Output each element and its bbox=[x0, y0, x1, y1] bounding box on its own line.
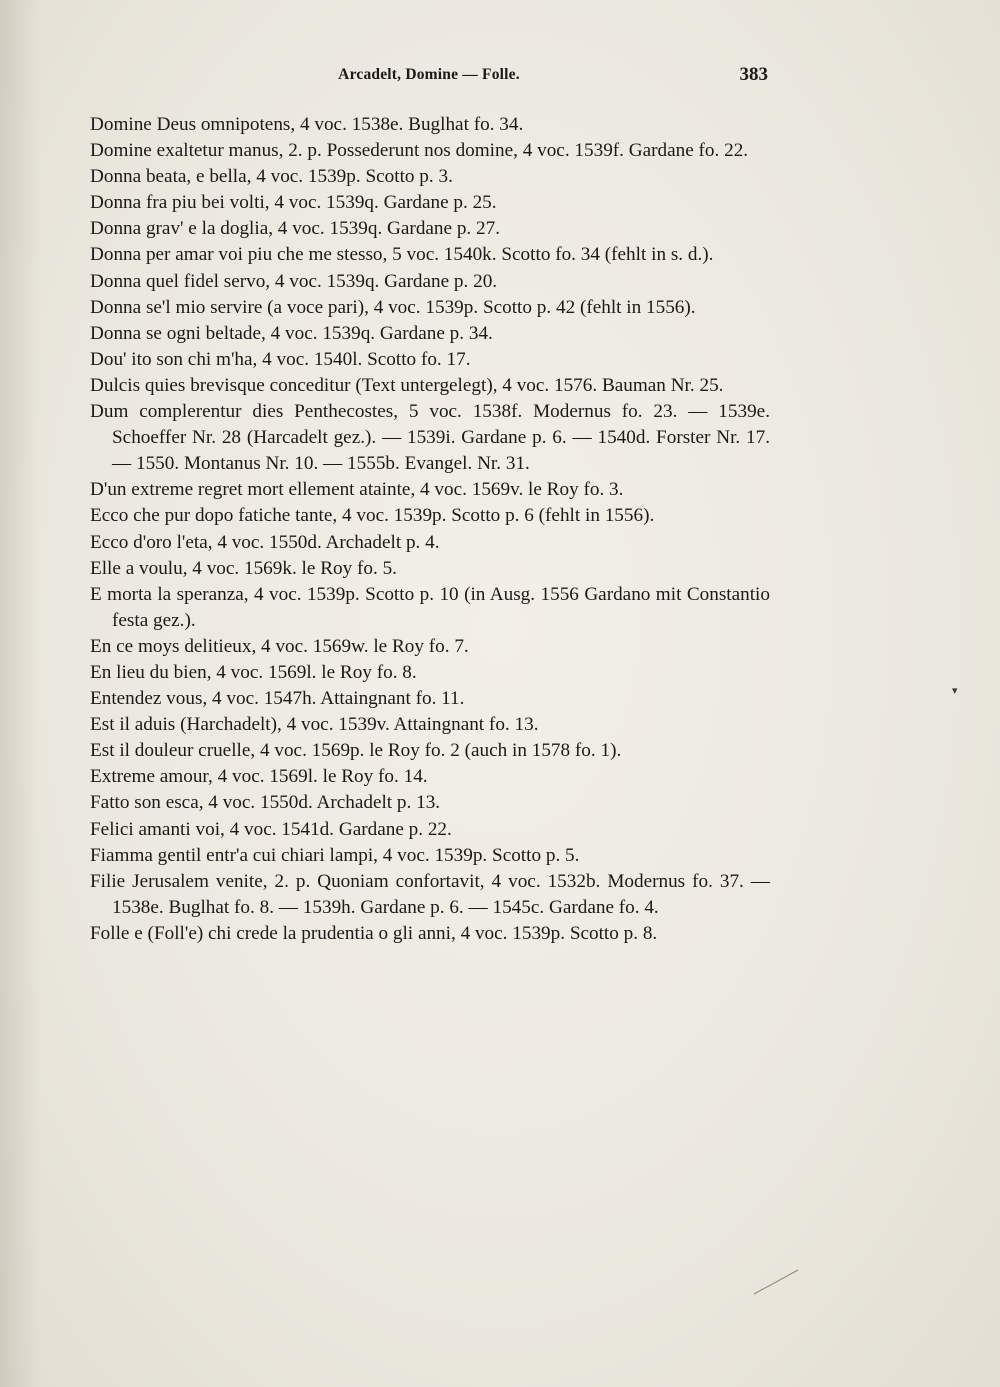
margin-speck: ▾ bbox=[952, 685, 958, 697]
entry: Ecco d'oro l'eta, 4 voc. 1550d. Archadelt p. 4. bbox=[90, 531, 440, 553]
entry: Donna per amar voi piu che me stesso, 5 voc. 1540k. Scotto fo. 34 (fehlt in s. d.). bbox=[90, 244, 714, 266]
page-header bbox=[90, 64, 768, 88]
entry: Dum complerentur dies Penthecostes, 5 voc. 1538f. Modernus fo. 23. — 1539e. Schoeffer Nr. 28 (Harcadelt gez.). — 1539i. Gardane p. 6. — 1540d. Forster Nr. 17. — 1550. Montanus Nr. 10. — 1555b. Evangel. Nr. 31. bbox=[90, 401, 770, 475]
entry: Dulcis quies brevisque conceditur (Text untergelegt), 4 voc. 1576. Bauman Nr. 25. bbox=[90, 374, 724, 396]
catalogue-entries bbox=[90, 112, 770, 947]
entry: Elle a voulu, 4 voc. 1569k. le Roy fo. 5. bbox=[90, 557, 397, 579]
page-number: 383 bbox=[739, 64, 768, 85]
entry: E morta la speranza, 4 voc. 1539p. Scotto p. 10 (in Ausg. 1556 Gardano mit Constantio festa gez.). bbox=[90, 583, 770, 631]
entry: Ecco che pur dopo fatiche tante, 4 voc. 1539p. Scotto p. 6 (fehlt in 1556). bbox=[90, 505, 655, 527]
entry: Est il douleur cruelle, 4 voc. 1569p. le Roy fo. 2 (auch in 1578 fo. 1). bbox=[90, 740, 622, 762]
entry: Domine Deus omnipotens, 4 voc. 1538e. Buglhat fo. 34. bbox=[90, 114, 524, 135]
entry: Donna quel fidel servo, 4 voc. 1539q. Gardane p. 20. bbox=[90, 270, 498, 292]
entry: Fatto son esca, 4 voc. 1550d. Archadelt p. 13. bbox=[90, 792, 441, 814]
entry: Fiamma gentil entr'a cui chiari lampi, 4 voc. 1539p. Scotto p. 5. bbox=[90, 844, 580, 866]
entry: Donna fra piu bei volti, 4 voc. 1539q. Gardane p. 25. bbox=[90, 192, 497, 214]
entry: Donna grav' e la doglia, 4 voc. 1539q. Gardane p. 27. bbox=[90, 218, 501, 240]
entry: Filie Jerusalem venite, 2. p. Quoniam confortavit, 4 voc. 1532b. Modernus fo. 37. — 1538e. Buglhat fo. 8. — 1539h. Gardane p. 6. — 1545c. Gardane fo. 4. bbox=[90, 870, 770, 918]
entry: Entendez vous, 4 voc. 1547h. Attaingnant fo. 11. bbox=[90, 688, 465, 710]
entry: Dou' ito son chi m'ha, 4 voc. 1540l. Scotto fo. 17. bbox=[90, 348, 471, 370]
entry: Donna se ogni beltade, 4 voc. 1539q. Gardane p. 34. bbox=[90, 322, 493, 344]
entry: D'un extreme regret mort ellement atainte, 4 voc. 1569v. le Roy fo. 3. bbox=[90, 479, 624, 501]
entry: Felici amanti voi, 4 voc. 1541d. Gardane p. 22. bbox=[90, 818, 452, 840]
entry: Extreme amour, 4 voc. 1569l. le Roy fo. 14. bbox=[90, 766, 428, 788]
pencil-stroke-mark bbox=[752, 1268, 800, 1296]
entry: En ce moys delitieux, 4 voc. 1569w. le Roy fo. 7. bbox=[90, 635, 469, 657]
entry: En lieu du bien, 4 voc. 1569l. le Roy fo. 8. bbox=[90, 661, 417, 683]
entry: Domine exaltetur manus, 2. p. Possederunt nos domine, 4 voc. 1539f. Gardane fo. 22. bbox=[90, 140, 749, 162]
page-edge-shadow bbox=[0, 0, 40, 1387]
entry: Donna se'l mio servire (a voce pari), 4 voc. 1539p. Scotto p. 42 (fehlt in 1556). bbox=[90, 296, 696, 318]
entry: Donna beata, e bella, 4 voc. 1539p. Scotto p. 3. bbox=[90, 166, 453, 188]
entry: Folle e (Foll'e) chi crede la prudentia o gli anni, 4 voc. 1539p. Scotto p. 8. bbox=[90, 922, 658, 944]
running-head: Arcadelt, Domine — Folle. bbox=[338, 66, 520, 83]
entry: Est il aduis (Harchadelt), 4 voc. 1539v. Attaingnant fo. 13. bbox=[90, 714, 539, 736]
